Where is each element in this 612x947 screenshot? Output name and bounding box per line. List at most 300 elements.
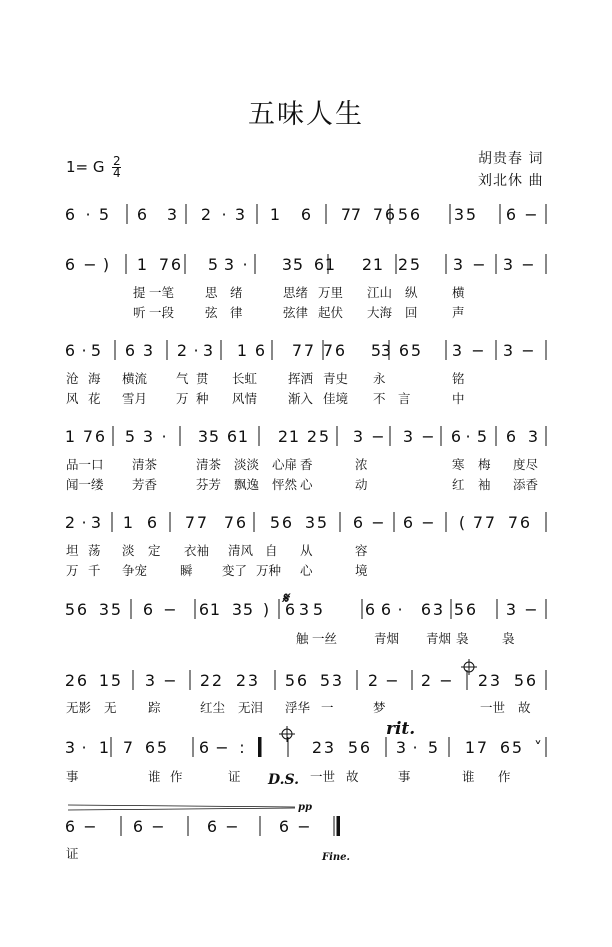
note: 7 xyxy=(476,738,488,757)
note: 3 xyxy=(166,205,178,224)
lyric: 提 xyxy=(133,285,146,300)
lyric: 淡淡 xyxy=(234,457,260,472)
note: 6 xyxy=(505,205,517,224)
lyric: 横流 xyxy=(122,371,148,386)
note: 1 xyxy=(209,600,221,619)
note: 6 xyxy=(198,600,210,619)
lyric: 思绪 xyxy=(283,285,309,300)
lyric: 红 xyxy=(452,477,465,492)
note: 1 xyxy=(288,427,300,446)
lyric: 定 xyxy=(148,543,161,558)
note: − xyxy=(472,255,486,274)
note: 6 xyxy=(296,671,308,690)
note: 7 xyxy=(196,513,208,532)
note: 5 xyxy=(511,738,523,757)
lyric: 谁 xyxy=(462,769,475,784)
note: 3 xyxy=(453,205,465,224)
note: 6 xyxy=(450,427,462,446)
note: 6 xyxy=(136,205,148,224)
lyric: 大海 xyxy=(367,305,393,320)
lyric: 一 xyxy=(321,700,334,715)
lyric: 袅 xyxy=(456,631,469,646)
note: 3 xyxy=(502,255,514,274)
note: · xyxy=(81,341,87,360)
note: 3 xyxy=(144,671,156,690)
note: 1 xyxy=(136,255,148,274)
key-label: 1= G xyxy=(66,158,105,176)
note: 6 xyxy=(132,817,144,836)
note: − xyxy=(83,255,97,274)
lyric: 花 xyxy=(88,391,101,406)
note: 3 xyxy=(505,600,517,619)
performance-mark: pp xyxy=(298,802,312,813)
staff-row-5 xyxy=(65,512,546,532)
note: 7 xyxy=(303,341,315,360)
lyric: 风 xyxy=(66,391,79,406)
lyric: 种 xyxy=(196,391,209,406)
note: 6 xyxy=(334,341,346,360)
note: 3 xyxy=(64,738,76,757)
note: 6 xyxy=(254,341,266,360)
note: 5 xyxy=(347,738,359,757)
lyric: 横 xyxy=(452,285,465,300)
note: 2 xyxy=(311,738,323,757)
note: 7 xyxy=(184,513,196,532)
note: 6 xyxy=(300,205,312,224)
lyric: 律 xyxy=(230,305,243,320)
note: 1 xyxy=(237,427,249,446)
note: 5 xyxy=(427,738,439,757)
lyric: 回 xyxy=(405,305,418,320)
note: 6 xyxy=(409,205,421,224)
lyric: 香 xyxy=(300,457,313,472)
note: 6 xyxy=(505,427,517,446)
repeat-barline xyxy=(258,737,261,757)
note: 3 xyxy=(142,427,154,446)
lyric: 作 xyxy=(498,769,511,784)
note: 1 xyxy=(269,205,281,224)
note: 6 xyxy=(76,671,88,690)
lyric: 红尘 xyxy=(200,700,226,715)
note: ˅ xyxy=(534,738,542,757)
note: 2 xyxy=(199,671,211,690)
final-barline xyxy=(337,816,340,836)
lyric: 瞬 xyxy=(180,563,193,578)
note: 5 xyxy=(409,255,421,274)
note: 5 xyxy=(284,671,296,690)
lyric: 容 xyxy=(355,543,368,558)
lyric: 芳香 xyxy=(132,477,158,492)
note: 1 xyxy=(324,255,336,274)
staff-row-7 xyxy=(65,670,546,690)
note: 3 xyxy=(489,671,501,690)
note: 2 xyxy=(235,671,247,690)
note: − xyxy=(524,205,538,224)
lyric: 证 xyxy=(66,846,79,861)
note: − xyxy=(297,817,311,836)
note: 7 xyxy=(340,205,352,224)
note: ) xyxy=(262,600,270,619)
staff-row-2 xyxy=(65,254,546,274)
note: · xyxy=(81,513,87,532)
lyric: 万 xyxy=(66,563,79,578)
lyric: 风情 xyxy=(232,391,258,406)
note: · xyxy=(412,738,418,757)
lyric: 海 xyxy=(88,371,101,386)
note: − xyxy=(521,341,535,360)
note: 2 xyxy=(64,513,76,532)
note: 5 xyxy=(316,513,328,532)
note: − xyxy=(163,600,177,619)
note: 7 xyxy=(350,205,362,224)
staff-row-3 xyxy=(65,340,546,360)
note: 7 xyxy=(507,513,519,532)
lyric: 思 xyxy=(205,285,218,300)
lyric: 荡 xyxy=(88,543,101,558)
note: 6 xyxy=(420,600,432,619)
lyric: 心 xyxy=(300,477,313,492)
note: 2 xyxy=(361,255,373,274)
lyric: 青烟 xyxy=(426,631,452,646)
note: 1 xyxy=(372,255,384,274)
lyric: 绪 xyxy=(230,285,243,300)
note: 5 xyxy=(476,427,488,446)
note: 6 xyxy=(64,205,76,224)
note: 3 xyxy=(451,341,463,360)
note: 6 xyxy=(384,205,396,224)
note: · xyxy=(242,255,248,274)
lyric: 一丝 xyxy=(312,631,338,646)
note: 2 xyxy=(477,671,489,690)
note: : xyxy=(239,738,245,757)
note: 5 xyxy=(410,341,422,360)
note: 6 xyxy=(146,513,158,532)
note: 2 xyxy=(211,671,223,690)
lyric: 闻一缕 xyxy=(66,477,104,492)
note: 1 xyxy=(64,427,76,446)
note: 6 xyxy=(281,513,293,532)
note: 5 xyxy=(98,205,110,224)
note: 3 xyxy=(502,341,514,360)
lyric: 心 xyxy=(300,563,313,578)
note: · xyxy=(221,205,227,224)
note: 3 xyxy=(304,513,316,532)
lyric: 袅 xyxy=(502,631,515,646)
note: 6 xyxy=(206,817,218,836)
note: 5 xyxy=(90,341,102,360)
note: 3 xyxy=(527,427,539,446)
note: 7 xyxy=(291,341,303,360)
note: 2 xyxy=(367,671,379,690)
lyric: 言 xyxy=(398,391,411,406)
lyric: 清风 xyxy=(228,543,254,558)
note: 5 xyxy=(242,600,254,619)
note: · xyxy=(397,600,403,619)
note: 3 xyxy=(223,255,235,274)
note: 7 xyxy=(223,513,235,532)
note: ( xyxy=(458,513,466,532)
note: 6 xyxy=(94,427,106,446)
hairpin-line-top xyxy=(68,805,295,807)
note: 6 xyxy=(64,255,76,274)
hairpin-line-bottom xyxy=(68,808,295,810)
note: 7 xyxy=(122,738,134,757)
staff-row-1 xyxy=(65,204,546,224)
note: 2 xyxy=(306,427,318,446)
lyric: 青烟 xyxy=(374,631,400,646)
note: 6 xyxy=(235,513,247,532)
lyric: 从 xyxy=(300,543,313,558)
note: 5 xyxy=(207,255,219,274)
lyric: 飘逸 xyxy=(234,477,260,492)
note: 6 xyxy=(124,341,136,360)
note: 5 xyxy=(312,600,324,619)
lyric: 一世 xyxy=(310,769,336,784)
lyric: 不 xyxy=(373,391,386,406)
lyric: 踪 xyxy=(148,700,161,715)
lyric: 弦律 xyxy=(283,305,309,320)
note: 7 xyxy=(484,513,496,532)
lyric: 梅 xyxy=(478,457,491,472)
note: 5 xyxy=(124,427,136,446)
lyric: 长虹 xyxy=(232,371,258,386)
staff-row-4 xyxy=(65,426,546,446)
lyric: 沧 xyxy=(66,371,79,386)
note: 6 xyxy=(313,255,325,274)
composer-credit: 刘北休 曲 xyxy=(478,173,544,189)
lyric: 青史 xyxy=(323,371,349,386)
note: ) xyxy=(102,255,110,274)
note: 3 xyxy=(402,427,414,446)
note: 6 xyxy=(284,600,296,619)
note: − xyxy=(225,817,239,836)
lyric: 变了 xyxy=(222,563,248,578)
lyric: 清茶 xyxy=(132,457,158,472)
note: 3 xyxy=(352,427,364,446)
note: 6 xyxy=(525,671,537,690)
song-title: 五味人生 xyxy=(248,99,364,130)
note: − xyxy=(215,738,229,757)
note: − xyxy=(371,513,385,532)
lyric: 梦 xyxy=(373,700,386,715)
lyric: 弦 xyxy=(205,305,218,320)
lyric: 作 xyxy=(170,769,183,784)
lyric: 品一口 xyxy=(66,457,104,472)
note: − xyxy=(421,513,435,532)
performance-mark: 𝄋 xyxy=(282,589,289,607)
note: 3 xyxy=(380,341,392,360)
note: 6 xyxy=(380,600,392,619)
note: 5 xyxy=(292,255,304,274)
note: 3 xyxy=(323,738,335,757)
note: · xyxy=(85,205,91,224)
note: 2 xyxy=(64,671,76,690)
note: − xyxy=(371,427,385,446)
staff-row-9 xyxy=(65,816,337,836)
note: 6 xyxy=(64,817,76,836)
note: 3 xyxy=(231,600,243,619)
note: 1 xyxy=(98,738,110,757)
note: 5 xyxy=(208,427,220,446)
note: 1 xyxy=(122,513,134,532)
lyric: 声 xyxy=(452,305,465,320)
note: 6 xyxy=(402,513,414,532)
lyric: 浓 xyxy=(355,457,368,472)
lyric: 坦 xyxy=(66,543,79,558)
lyric: 永 xyxy=(373,371,386,386)
note: − xyxy=(385,671,399,690)
note: 7 xyxy=(472,513,484,532)
lyric: 事 xyxy=(398,769,411,784)
lyric: 争宠 xyxy=(122,563,148,578)
note: 7 xyxy=(82,427,94,446)
note: 2 xyxy=(277,427,289,446)
lyric: 证 xyxy=(228,769,241,784)
note: 6 xyxy=(519,513,531,532)
lyric: 渐入 xyxy=(288,391,314,406)
lyric: 一笔 xyxy=(149,285,175,300)
note: 3 xyxy=(395,738,407,757)
lyric: 千 xyxy=(88,563,101,578)
note: 1 xyxy=(98,671,110,690)
lyric: 境 xyxy=(355,563,368,578)
note: 2 xyxy=(420,671,432,690)
lyric: 清茶 xyxy=(196,457,222,472)
note: 6 xyxy=(76,600,88,619)
performance-mark: D.S. xyxy=(268,772,300,788)
note: − xyxy=(421,427,435,446)
note: 5 xyxy=(110,600,122,619)
lyric: 铭 xyxy=(452,371,465,386)
note: 2 xyxy=(397,255,409,274)
lyric: 起伏 xyxy=(318,305,344,320)
lyric: 贯 xyxy=(196,371,209,386)
lyric: 万里 xyxy=(318,285,344,300)
note: · xyxy=(81,738,87,757)
note: 5 xyxy=(156,738,168,757)
lyric: 芬芳 xyxy=(196,477,222,492)
note: 6 xyxy=(359,738,371,757)
note: 3 xyxy=(452,255,464,274)
performance-mark: rit. xyxy=(386,719,416,739)
note: 5 xyxy=(318,427,330,446)
note: · xyxy=(161,427,167,446)
lyric: 衣袖 xyxy=(184,543,210,558)
lyric: 怦然 xyxy=(272,477,298,492)
note: 6 xyxy=(465,600,477,619)
lyric: 谁 xyxy=(148,769,161,784)
performance-mark: Fine. xyxy=(322,852,351,863)
lyric: 度尽 xyxy=(513,457,539,472)
note: 3 xyxy=(234,205,246,224)
note: 3 xyxy=(331,671,343,690)
note: 5 xyxy=(319,671,331,690)
staff-row-6 xyxy=(65,599,546,619)
note: 2 xyxy=(200,205,212,224)
note: 3 xyxy=(298,600,310,619)
time-bottom: 4 xyxy=(112,166,121,180)
lyric: 佳境 xyxy=(323,391,349,406)
note: 5 xyxy=(64,600,76,619)
lyric: 故 xyxy=(518,700,531,715)
lyric: 心扉 xyxy=(272,457,298,472)
lyric: 无 xyxy=(104,700,117,715)
note: 3 xyxy=(142,341,154,360)
note: 3 xyxy=(98,600,110,619)
note: 3 xyxy=(90,513,102,532)
lyric: 气 xyxy=(176,371,189,386)
note: 6 xyxy=(352,513,364,532)
lyric: 挥洒 xyxy=(288,371,314,386)
note: 7 xyxy=(322,341,334,360)
note: − xyxy=(439,671,453,690)
note: 6 xyxy=(499,738,511,757)
note: 3 xyxy=(202,341,214,360)
note: 2 xyxy=(176,341,188,360)
note: 1 xyxy=(464,738,476,757)
staff-row-8 xyxy=(65,737,546,757)
lyric: 万种 xyxy=(256,563,282,578)
note: − xyxy=(163,671,177,690)
note: − xyxy=(524,600,538,619)
note: 3 xyxy=(247,671,259,690)
lyric: 自 xyxy=(265,543,278,558)
note: 6 xyxy=(398,341,410,360)
lyric: 添香 xyxy=(513,477,539,492)
note: 6 xyxy=(198,738,210,757)
note: · xyxy=(193,341,199,360)
note: 6 xyxy=(364,600,376,619)
note: 6 xyxy=(226,427,238,446)
lyric: 淡 xyxy=(122,543,135,558)
note: 5 xyxy=(370,341,382,360)
note: 6 xyxy=(170,255,182,274)
note: − xyxy=(471,341,485,360)
lyric: 一世 xyxy=(480,700,506,715)
note: 5 xyxy=(513,671,525,690)
note: 3 xyxy=(281,255,293,274)
lyricist-credit: 胡贵春 词 xyxy=(478,151,544,167)
note: 5 xyxy=(465,205,477,224)
lyric: 万 xyxy=(176,391,189,406)
lyric: 听 xyxy=(133,305,146,320)
note: 1 xyxy=(236,341,248,360)
note: 7 xyxy=(372,205,384,224)
time-top: 2 xyxy=(112,154,121,168)
note: 6 xyxy=(278,817,290,836)
note: 3 xyxy=(432,600,444,619)
note: 5 xyxy=(269,513,281,532)
note: 3 xyxy=(197,427,209,446)
lyric: 故 xyxy=(346,769,359,784)
note: 5 xyxy=(397,205,409,224)
lyric: 寒 xyxy=(452,457,465,472)
lyric: 一段 xyxy=(149,305,175,320)
note: 6 xyxy=(144,738,156,757)
lyric: 无泪 xyxy=(238,700,264,715)
note: 6 xyxy=(64,341,76,360)
lyric: 江山 xyxy=(367,285,393,300)
lyric: 中 xyxy=(452,391,465,406)
note: − xyxy=(521,255,535,274)
lyric: 动 xyxy=(355,477,368,492)
note: 6 xyxy=(142,600,154,619)
lyric: 触 xyxy=(296,631,309,646)
lyric: 无影 xyxy=(66,700,92,715)
note: − xyxy=(151,817,165,836)
note: 5 xyxy=(453,600,465,619)
lyric: 袖 xyxy=(478,477,491,492)
